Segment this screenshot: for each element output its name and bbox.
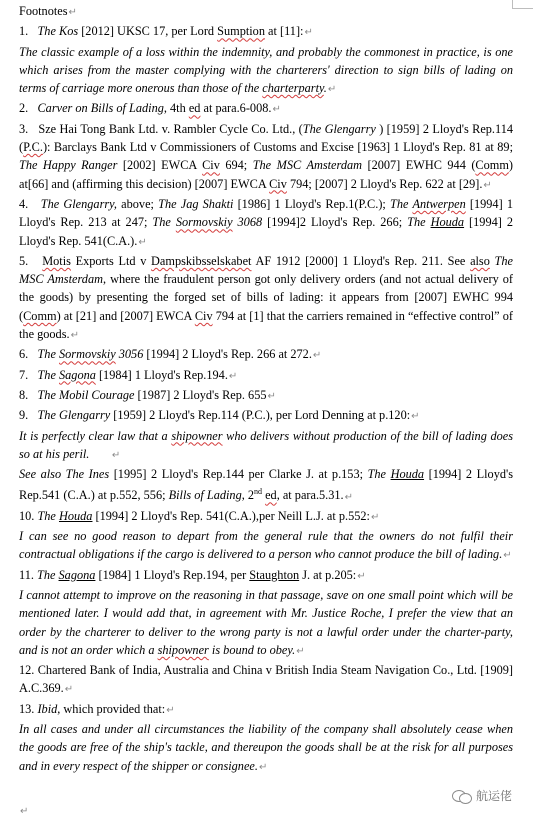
footnote-10: 10. The Houda [1994] 2 Lloyd's Rep. 541(C.A.),per Neill L.J. at p.552:↵	[19, 508, 380, 523]
wechat-watermark	[452, 787, 512, 804]
footnote-1-quote: The classic example of a loss within the indemnity, and probably the commonest in practice, is one which arises from the master complying with the charterers' direction to sign bills of lading on terms of carriage more onerous than those of the charterparty.↵	[19, 44, 513, 96]
footnote-10-quote: I can see no good reason to depart from the general rule that the owners do not fulfil their contractual obligations if the cargo is delivered to a person who cannot produce the bill of lading.↵	[19, 529, 513, 562]
footnote-13: 13. Ibid, which provided that:↵	[19, 701, 175, 716]
footnote-9-quote: It is perfectly clear law that a shipowner who delivers without production of the bill of lading does so at his peril. ↵	[19, 428, 514, 461]
footnote-6: 6. The Sormovskiy 3056 [1994] 2 Lloyd's Rep. 266 at 272.↵	[19, 347, 322, 362]
trailing-paragraph-mark: ↵	[20, 806, 29, 817]
watermark-text: 航运佬	[476, 789, 513, 803]
footnotes-body[interactable]	[19, 2, 513, 777]
footnote-2: 2. Carver on Bills of Lading, 4th ed at para.6-008.↵	[19, 101, 281, 116]
footnote-9: 9. The Glengarry [1959] 2 Lloyd's Rep.114 (P.C.), per Lord Denning at p.120:↵	[19, 408, 420, 423]
footnote-5: 5. Motis Exports Ltd v Dampskibsselskabet AF 1912 [2000] 1 Lloyd's Rep. 211. See also The MSC Amsterdam, where the fraudulent person got only delivery orders (and not actual delivery of the goods) by presenting the forged set of bills of lading: it appears from [2007] EWHC 994 (Comm) at [21] and [2007] EWCA Civ 794 at [1] that the carriers remained in “effective control” of the goods.↵	[19, 253, 513, 342]
wechat-icon	[452, 788, 472, 804]
footnote-8: 8. The Mobil Courage [1987] 2 Lloyd's Rep. 655↵	[19, 387, 276, 402]
footnote-1: 1. The Kos [2012] UKSC 17, per Lord Sumption at [11]:↵	[19, 24, 313, 39]
footnote-4: 4. The Glengarry, above; The Jag Shakti [1986] 1 Lloyd's Rep.1(P.C.); The Antwerpen [1994] 1 Lloyd's Rep. 213 at 247; The Sormovskiy 3068 [1994]2 Lloyd's Rep. 266; The Houda [1994] 2 Lloyd's Rep. 541(C.A.).↵	[19, 196, 513, 248]
footnotes-heading: Footnotes↵	[19, 4, 77, 18]
footnote-12: 12. Chartered Bank of India, Australia and China v British India Steam Navigation Co., Ltd. [1909] A.C.369.↵	[19, 663, 513, 696]
footnote-11: 11. The Sagona [1984] 1 Lloyd's Rep.194, per Staughton J. at p.205:↵	[19, 567, 366, 582]
footnote-3: 3. Sze Hai Tong Bank Ltd. v. Rambler Cycle Co. Ltd., (The Glengarry ) [1959] 2 Lloyd's Rep.114 (P.C.): Barclays Bank Ltd v Commissioners of Customs and Excise [1963] 1 Lloyd's Rep. 81 at 89; The Happy Ranger [2002] EWCA Civ 694; The MSC Amsterdam [2007] EWHC 944 (Comm) at[66] and (affirming this decision) [2007] EWCA Civ 794; [2007] 2 Lloyd's Rep. 622 at [29].↵	[19, 121, 514, 191]
footnote-11-quote: I cannot attempt to improve on the reasoning in that passage, save on one small point which will be mentioned later. I would add that, in agreement with Mr. Justice Roche, I prefer the view that an order by the charterer to deliver to the wrong party is not a lawful order under the charter-party, and is not an order which a shipowner is bound to obey.↵	[19, 588, 513, 657]
footnote-7: 7. The Sagona [1984] 1 Lloyd's Rep.194.↵	[19, 367, 238, 382]
margin-crop-mark	[512, 8, 533, 9]
footnote-9-see-also: See also The Ines [1995] 2 Lloyd's Rep.144 per Clarke J. at p.153; The Houda [1994] 2 Lloyd's Rep.541 (C.A.) at p.552, 556; Bills of Lading, 2nd ed, at para.5.31.↵	[19, 467, 513, 503]
footnote-13-quote: In all cases and under all circumstances the liability of the company shall absolutely cease when the goods are free of the ship's tackle, and thereupon the goods shall be at the risk for all purposes and in every respect of the shipper or consignee.↵	[19, 722, 513, 773]
